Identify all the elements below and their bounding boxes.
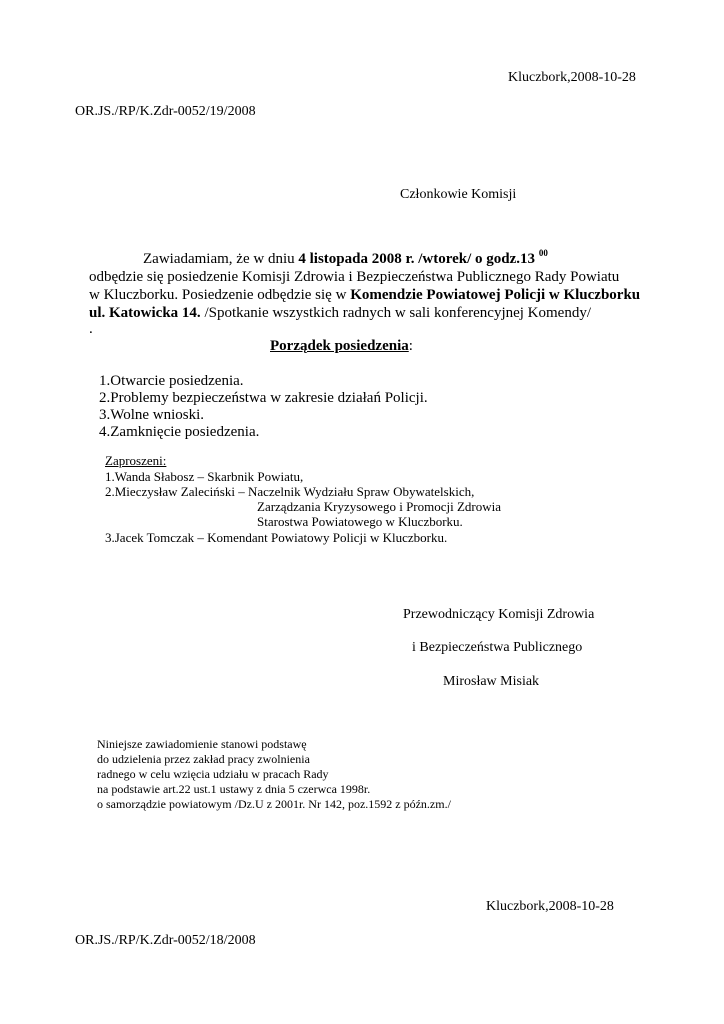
invited-line-2: 2.Mieczysław Zaleciński – Naczelnik Wydziału Spraw Obywatelskich, bbox=[105, 484, 475, 499]
meeting-location: Komendzie Powiatowej Policji w Kluczborku bbox=[350, 287, 641, 303]
signature-title-line-2: i Bezpieczeństwa Publicznego bbox=[412, 640, 583, 655]
place-date: Kluczbork,2008-10-28 bbox=[508, 70, 636, 85]
footnote-line-1: Niniejsze zawiadomienie stanowi podstawę bbox=[97, 737, 307, 751]
agenda-title bbox=[270, 338, 413, 355]
footnote-line-5: o samorządzie powiatowym /Dz.U z 2001r. Nr 142, poz.1592 z późn.zm./ bbox=[97, 797, 451, 811]
body-line-1 bbox=[143, 248, 548, 268]
agenda-item-3: 3.Wolne wnioski. bbox=[99, 407, 205, 423]
agenda-item-1: 1.Otwarcie posiedzenia. bbox=[99, 373, 244, 389]
recipient: Członkowie Komisji bbox=[400, 187, 517, 202]
body-line-2: odbędzie się posiedzenie Komisji Zdrowia i Bezpieczeństwa Publicznego Rady Powiatu bbox=[89, 269, 620, 285]
body-line-5: . bbox=[89, 321, 93, 337]
time-minutes: 00 bbox=[538, 248, 548, 258]
invited-title: Zaproszeni: bbox=[105, 453, 167, 468]
footnote-line-4: na podstawie art.22 ust.1 ustawy z dnia 5 czerwca 1998r. bbox=[97, 782, 371, 796]
body-line-3-text: w Kluczborku. Posiedzenie odbędzie się w bbox=[89, 287, 351, 303]
agenda-item-2: 2.Problemy bezpieczeństwa w zakresie działań Policji. bbox=[99, 390, 428, 406]
meeting-date-time: 4 listopada 2008 r. /wtorek/ o godz.13 bbox=[298, 251, 536, 267]
footnote-line-2: do udzielenia przez zakład pracy zwolnienia bbox=[97, 752, 310, 766]
signature-title-line-1: Przewodniczący Komisji Zdrowia bbox=[403, 607, 595, 622]
footnote-line-3: radnego w celu wzięcia udziału w pracach Rady bbox=[97, 767, 329, 781]
invited-line-4: Starostwa Powiatowego w Kluczborku. bbox=[257, 514, 463, 529]
body-line-1-text: Zawiadamiam, że w dniu bbox=[143, 251, 299, 267]
signature-name: Mirosław Misiak bbox=[443, 674, 540, 689]
invited-line-3: Zarządzania Kryzysowego i Promocji Zdrowia bbox=[257, 499, 502, 514]
invited-line-5: 3.Jacek Tomczak – Komendant Powiatowy Policji w Kluczborku. bbox=[105, 530, 448, 545]
reference-number-bottom: OR.JS./RP/K.Zdr-0052/18/2008 bbox=[75, 933, 256, 948]
agenda-title-colon: : bbox=[408, 338, 413, 354]
body-line-4 bbox=[89, 305, 591, 322]
agenda-title-text: Porządek posiedzenia bbox=[270, 338, 409, 354]
reference-number: OR.JS./RP/K.Zdr-0052/19/2008 bbox=[75, 104, 256, 119]
place-date-bottom: Kluczbork,2008-10-28 bbox=[486, 899, 614, 914]
body-line-3 bbox=[89, 287, 640, 304]
invited-line-1: 1.Wanda Słabosz – Skarbnik Powiatu, bbox=[105, 469, 304, 484]
meeting-address: ul. Katowicka 14. bbox=[89, 305, 201, 321]
agenda-item-4: 4.Zamknięcie posiedzenia. bbox=[99, 424, 260, 440]
meeting-note: /Spotkanie wszystkich radnych w sali konferencyjnej Komendy/ bbox=[200, 305, 592, 321]
